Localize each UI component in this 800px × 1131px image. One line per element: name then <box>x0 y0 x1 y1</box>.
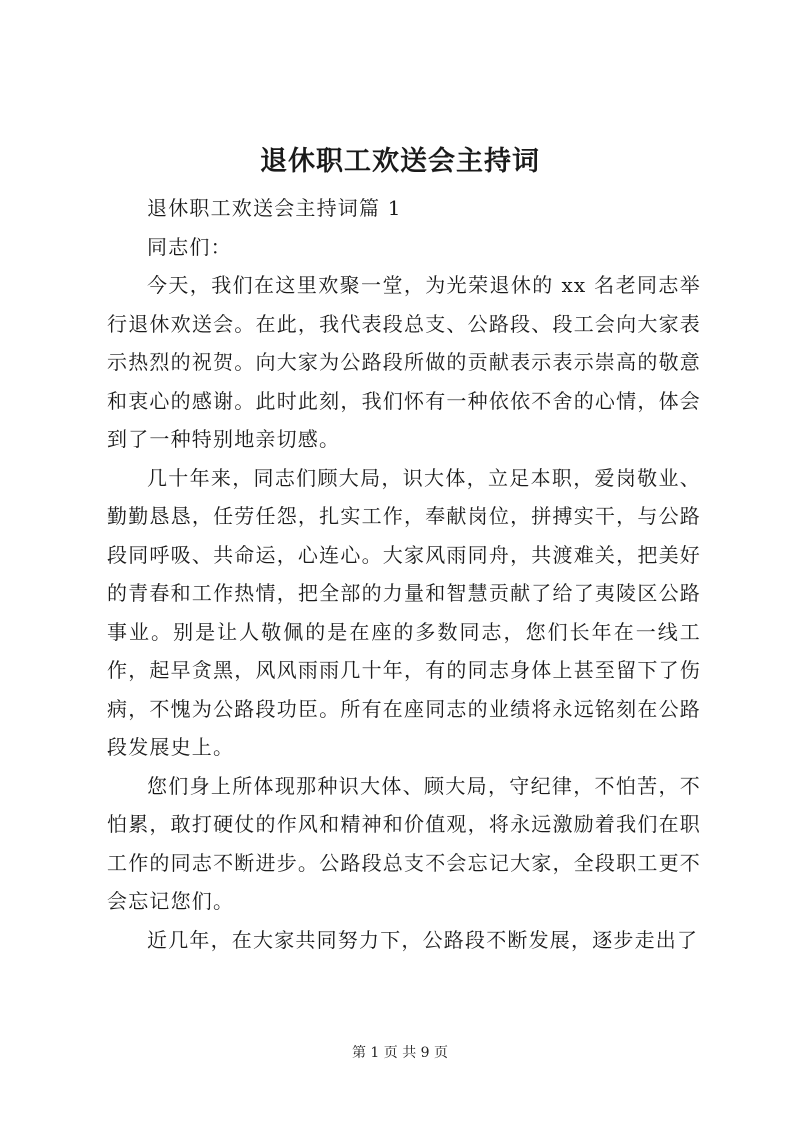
paragraph: 您们身上所体现那种识大体、顾大局，守纪律，不怕苦，不怕累，敢打硬仗的作风和精神和价值观，将永远激励着我们在职工作的同志不断进步。公路段总支不会忘记大家，全段职工更不会忘记您们。 <box>107 773 701 913</box>
section-heading: 退休职工欢送会主持词篇 1 <box>147 196 402 220</box>
paragraph: 近几年，在大家共同努力下，公路段不断发展，逐步走出了 <box>147 927 699 952</box>
paragraph: 今天，我们在这里欢聚一堂，为光荣退休的 xx 名老同志举行退休欢送会。在此，我代表段总支、公路段、段工会向大家表示热烈的祝贺。向大家为公路段所做的贡献表示表示崇高的敬意和衷心的感谢。此时此刻，我们怀有一种依依不舍的心情，体会到了一种特别地亲切感。 <box>107 273 701 451</box>
salutation: 同志们： <box>147 234 232 259</box>
paragraph: 几十年来，同志们顾大局，识大体，立足本职，爱岗敬业、勤勤恳恳，任劳任怨，扎实工作，奉献岗位，拼搏实干，与公路段同呼吸、共命运，心连心。大家风雨同舟，共渡难关，把美好的青春和工作热情，把全部的力量和智慧贡献了给了夷陵区公路事业。别是让人敬佩的是在座的多数同志，您们长年在一线工作，起早贪黑，风风雨雨几十年，有的同志身体上甚至留下了伤病，不愧为公路段功臣。所有在座同志的业绩将永远铭刻在公路段发展史上。 <box>107 465 701 759</box>
page-footer: 第 1 页 共 9 页 <box>351 1045 449 1061</box>
document-title: 退休职工欢送会主持词 <box>260 146 540 177</box>
document-body <box>107 189 701 959</box>
